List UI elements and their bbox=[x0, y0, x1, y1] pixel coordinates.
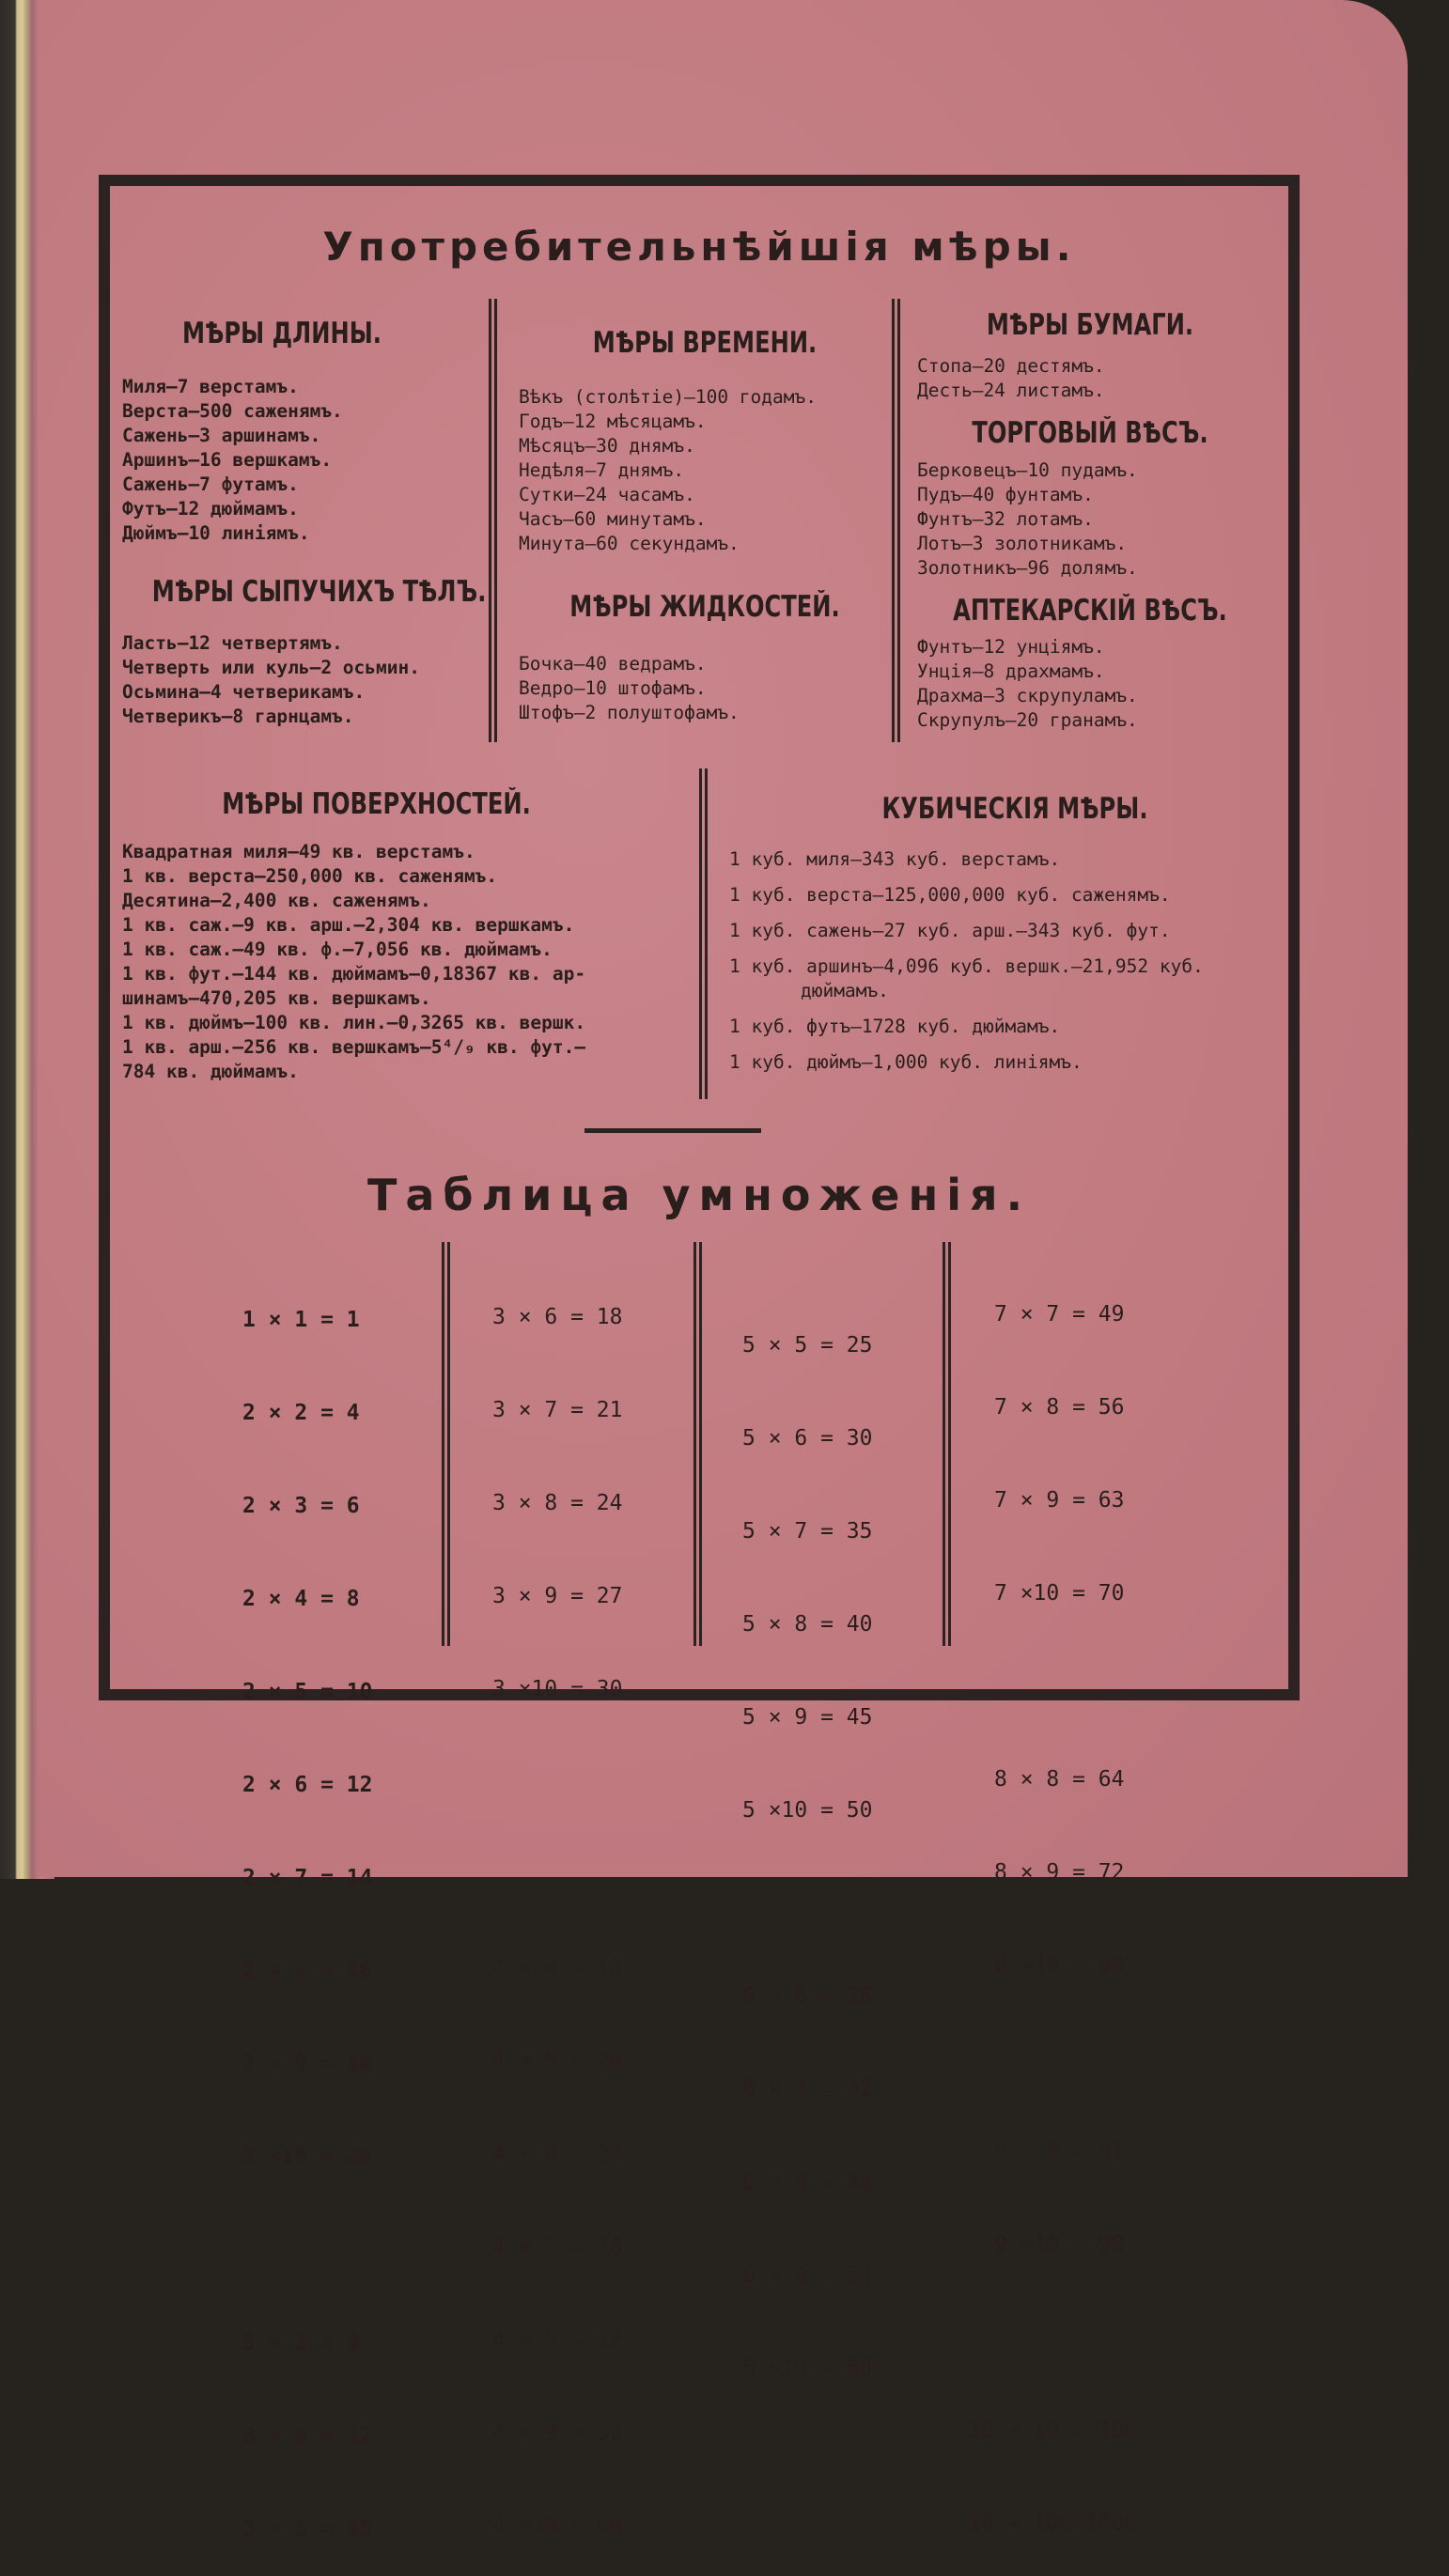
list-item: Мѣсяцъ—30 днямъ. bbox=[519, 435, 695, 457]
list-item: 1 куб. верста—125,000,000 куб. саженямъ. bbox=[729, 884, 1171, 906]
list-item: Ласть—12 четвертямъ. bbox=[122, 632, 343, 654]
list-item: 3 × 9 = 27 bbox=[492, 1584, 623, 1608]
list-item: 1 куб. миля—343 куб. верстамъ. bbox=[729, 848, 1061, 870]
list-item: Сажень—3 аршинамъ. bbox=[122, 425, 321, 446]
column-divider bbox=[699, 768, 702, 1099]
dry-heading: МѢРЫ СЫПУЧИХЪ ТѢЛЪ. bbox=[151, 575, 487, 609]
list-item: 2 × 5 = 10 bbox=[242, 1680, 373, 1704]
list-item: шинамъ—470,205 кв. вершкамъ. bbox=[122, 987, 431, 1009]
trade-heading: ТОРГОВЫЙ ВѢСЪ. bbox=[972, 416, 1208, 450]
list-item: 5 ×10 = 50 bbox=[742, 1798, 873, 1823]
column-divider bbox=[693, 1242, 696, 1646]
length-list bbox=[122, 375, 343, 546]
list-item: Осьмина—4 четверикамъ. bbox=[122, 681, 366, 703]
list-item: 6 ×10 = 60 bbox=[742, 2356, 873, 2381]
cubic-heading: КУБИЧЕСКIЯ МѢРЫ. bbox=[881, 792, 1148, 826]
list-item: 1 куб. футъ—1728 куб. дюймамъ. bbox=[729, 1016, 1061, 1037]
list-item: 3 ×10 = 30 bbox=[492, 1677, 623, 1701]
list-item: 7 ×10 = 70 bbox=[994, 1581, 1125, 1606]
multiplication-column-1 bbox=[242, 1243, 372, 2576]
list-item: 1 кв. фут.—144 кв. дюймамъ—0,18367 кв. ар- bbox=[122, 963, 586, 985]
list-item: 10 × 100=1000 bbox=[968, 2511, 1138, 2536]
list-item: 5 × 9 = 45 bbox=[742, 1705, 873, 1730]
list-item: Миля—7 верстамъ. bbox=[122, 376, 299, 397]
list-item: Бочка—40 ведрамъ. bbox=[519, 653, 707, 675]
list-item: 2 × 2 = 4 bbox=[242, 1401, 360, 1425]
list-item: 3 × 3 = 9 bbox=[242, 2331, 360, 2355]
list-item: 1 кв. верста—250,000 кв. саженямъ. bbox=[122, 865, 498, 887]
pharmacy-heading: АПТЕКАРСКIЙ ВѢСЪ. bbox=[953, 594, 1227, 628]
list-item: Драхма—3 скрупуламъ. bbox=[917, 685, 1138, 706]
column-divider bbox=[442, 1242, 444, 1646]
column-divider bbox=[943, 1242, 945, 1646]
list-item: 9 ×10 = 90 bbox=[994, 2232, 1125, 2257]
page-title: Употребительнѣйшiя мѣры. bbox=[322, 224, 1076, 270]
list-item: Штофъ—2 полуштофамъ. bbox=[519, 702, 740, 723]
paper-list bbox=[917, 354, 1105, 403]
paper-heading: МѢРЫ БУМАГИ. bbox=[986, 308, 1194, 342]
list-item: 1 кв. саж.—49 кв. ф.—7,056 кв. дюймамъ. bbox=[122, 939, 553, 960]
list-item: Фунтъ—32 лотамъ. bbox=[917, 508, 1094, 530]
list-item: 6 × 9 = 54 bbox=[742, 2263, 873, 2288]
section-divider bbox=[584, 1128, 761, 1133]
multiplication-column-3 bbox=[742, 1268, 872, 2415]
list-item: 5 × 7 = 35 bbox=[742, 1519, 873, 1544]
list-item: 4 × 7 = 28 bbox=[492, 2235, 623, 2259]
list-item: Минута—60 секундамъ. bbox=[519, 533, 740, 554]
list-item: Часъ—60 минутамъ. bbox=[519, 508, 707, 530]
multiplication-column-4 bbox=[968, 1237, 1137, 2570]
multiplication-title: Таблица умноженiя. bbox=[366, 1170, 1032, 1220]
list-item: 4 ×10 = 40 bbox=[492, 2514, 623, 2538]
list-gap bbox=[968, 1671, 1137, 1702]
list-item: Десть—24 листамъ. bbox=[917, 380, 1105, 401]
list-gap bbox=[242, 2235, 372, 2266]
list-item: 6 × 8 = 48 bbox=[742, 2170, 873, 2195]
list-item: 1 × 1 = 1 bbox=[242, 1308, 360, 1332]
list-item: 784 кв. дюймамъ. bbox=[122, 1061, 299, 1082]
list-item: Годъ—12 мѣсяцамъ. bbox=[519, 411, 707, 432]
list-item: 9 × 9 = 81 bbox=[994, 2139, 1125, 2164]
pharmacy-list bbox=[917, 635, 1138, 733]
list-item: Фунтъ—12 унцiямъ. bbox=[917, 636, 1105, 658]
list-item: 1 куб. аршинъ—4,096 куб. вершк.—21,952 куб. дюймамъ. bbox=[729, 955, 1204, 1001]
list-item: Вѣкъ (столѣтiе)—100 годамъ. bbox=[519, 386, 817, 408]
list-item: 2 × 3 = 6 bbox=[242, 1494, 360, 1518]
list-item: 8 ×10 = 80 bbox=[994, 1953, 1125, 1978]
list-item: 3 × 8 = 24 bbox=[492, 1491, 623, 1515]
list-item: 2 × 4 = 8 bbox=[242, 1587, 360, 1611]
length-heading: МѢРЫ ДЛИНЫ. bbox=[182, 317, 382, 350]
list-item: Недѣля—7 днямъ. bbox=[519, 459, 685, 481]
list-item: 4 × 4 = 16 bbox=[492, 1956, 623, 1980]
multiplication-column-2 bbox=[492, 1240, 622, 2573]
list-item: 2 × 8 = 16 bbox=[242, 1959, 373, 1983]
list-item: Футъ—12 дюймамъ. bbox=[122, 498, 299, 520]
list-gap bbox=[968, 2043, 1137, 2074]
list-item: 4 × 8 = 32 bbox=[492, 2328, 623, 2352]
column-divider bbox=[489, 299, 491, 742]
time-heading: МѢРЫ ВРЕМЕНИ. bbox=[592, 326, 818, 360]
list-item: 6 × 7 = 42 bbox=[742, 2077, 873, 2102]
list-item: Десятина—2,400 кв. саженямъ. bbox=[122, 890, 431, 911]
list-item: 5 × 8 = 40 bbox=[742, 1612, 873, 1637]
list-item: Дюймъ—10 линiямъ. bbox=[122, 522, 310, 544]
list-item: 3 × 4 = 12 bbox=[242, 2424, 373, 2448]
list-item: Аршинъ—16 вершкамъ. bbox=[122, 449, 333, 471]
list-item: 1 куб. дюймъ—1,000 куб. линiямъ. bbox=[729, 1051, 1083, 1073]
list-item: Верста—500 саженямъ. bbox=[122, 400, 343, 422]
list-item: Сажень—7 футамъ. bbox=[122, 473, 299, 495]
list-item: 4 × 5 = 20 bbox=[492, 2049, 623, 2073]
list-item: 5 × 5 = 25 bbox=[742, 1333, 873, 1358]
list-item: 1 куб. сажень—27 куб. арш.—343 куб. фут. bbox=[729, 920, 1171, 941]
list-item: 2 × 6 = 12 bbox=[242, 1773, 373, 1797]
list-item: 1 кв. арш.—256 кв. вершкамъ—5⁴/₉ кв. фут.— bbox=[122, 1036, 586, 1058]
list-item: Четверикъ—8 гарнцамъ. bbox=[122, 706, 354, 727]
list-item: Пудъ—40 фунтамъ. bbox=[917, 484, 1094, 505]
surface-heading: МѢРЫ ПОВЕРХНОСТЕЙ. bbox=[222, 787, 531, 821]
list-item: 7 × 7 = 49 bbox=[994, 1302, 1125, 1327]
time-list bbox=[519, 385, 817, 556]
list-item: 4 × 6 = 24 bbox=[492, 2142, 623, 2166]
cubic-list bbox=[729, 847, 1204, 1086]
liquid-list bbox=[519, 652, 740, 725]
list-gap bbox=[492, 1767, 622, 1798]
list-item: Берковецъ—10 пудамъ. bbox=[917, 459, 1138, 481]
list-item: 10 × 10 = 100 bbox=[968, 2418, 1138, 2443]
list-item: 3 × 5 = 15 bbox=[242, 2517, 373, 2541]
list-item: Ведро—10 штофамъ. bbox=[519, 677, 707, 699]
list-item: Скрупулъ—20 гранамъ. bbox=[917, 709, 1138, 731]
list-gap bbox=[492, 1860, 622, 1891]
list-item: Квадратная миля—49 кв. верстамъ. bbox=[122, 841, 475, 862]
list-item: 6 × 6 = 36 bbox=[742, 1984, 873, 2009]
list-item: Лотъ—3 золотникамъ. bbox=[917, 533, 1128, 554]
list-item: 3 × 6 = 18 bbox=[492, 1305, 623, 1329]
list-gap bbox=[742, 1888, 872, 1919]
list-item: 2 ×10 = 20 bbox=[242, 2145, 373, 2169]
list-item: Сутки—24 часамъ. bbox=[519, 484, 695, 505]
list-item: 8 × 9 = 72 bbox=[994, 1860, 1125, 1885]
list-item: 7 × 9 = 63 bbox=[994, 1488, 1125, 1513]
list-item: Четверть или куль—2 осьмин. bbox=[122, 657, 420, 678]
list-item: 4 × 9 = 36 bbox=[492, 2421, 623, 2445]
list-item: 5 × 6 = 30 bbox=[742, 1426, 873, 1451]
list-item: 1 кв. дюймъ—100 кв. лин.—0,3265 кв. вершк. bbox=[122, 1012, 586, 1033]
list-gap bbox=[968, 2322, 1137, 2353]
list-item: 7 × 8 = 56 bbox=[994, 1395, 1125, 1420]
dry-list bbox=[122, 631, 420, 729]
column-divider bbox=[892, 299, 895, 742]
list-item: 2 × 7 = 14 bbox=[242, 1866, 373, 1890]
list-item: Унцiя—8 драхмамъ. bbox=[917, 660, 1105, 682]
list-item: 3 × 7 = 21 bbox=[492, 1398, 623, 1422]
list-item: Золотникъ—96 долямъ. bbox=[917, 557, 1138, 579]
list-item: Стопа—20 дестямъ. bbox=[917, 355, 1105, 377]
list-item: 2 × 9 = 18 bbox=[242, 2052, 373, 2076]
surface-list bbox=[122, 840, 585, 1084]
liquid-heading: МѢРЫ ЖИДКОСТЕЙ. bbox=[569, 590, 840, 624]
trade-list bbox=[917, 458, 1138, 581]
list-item: 1 кв. саж.—9 кв. арш.—2,304 кв. вершкамъ. bbox=[122, 914, 575, 936]
list-item: 8 × 8 = 64 bbox=[994, 1767, 1125, 1792]
